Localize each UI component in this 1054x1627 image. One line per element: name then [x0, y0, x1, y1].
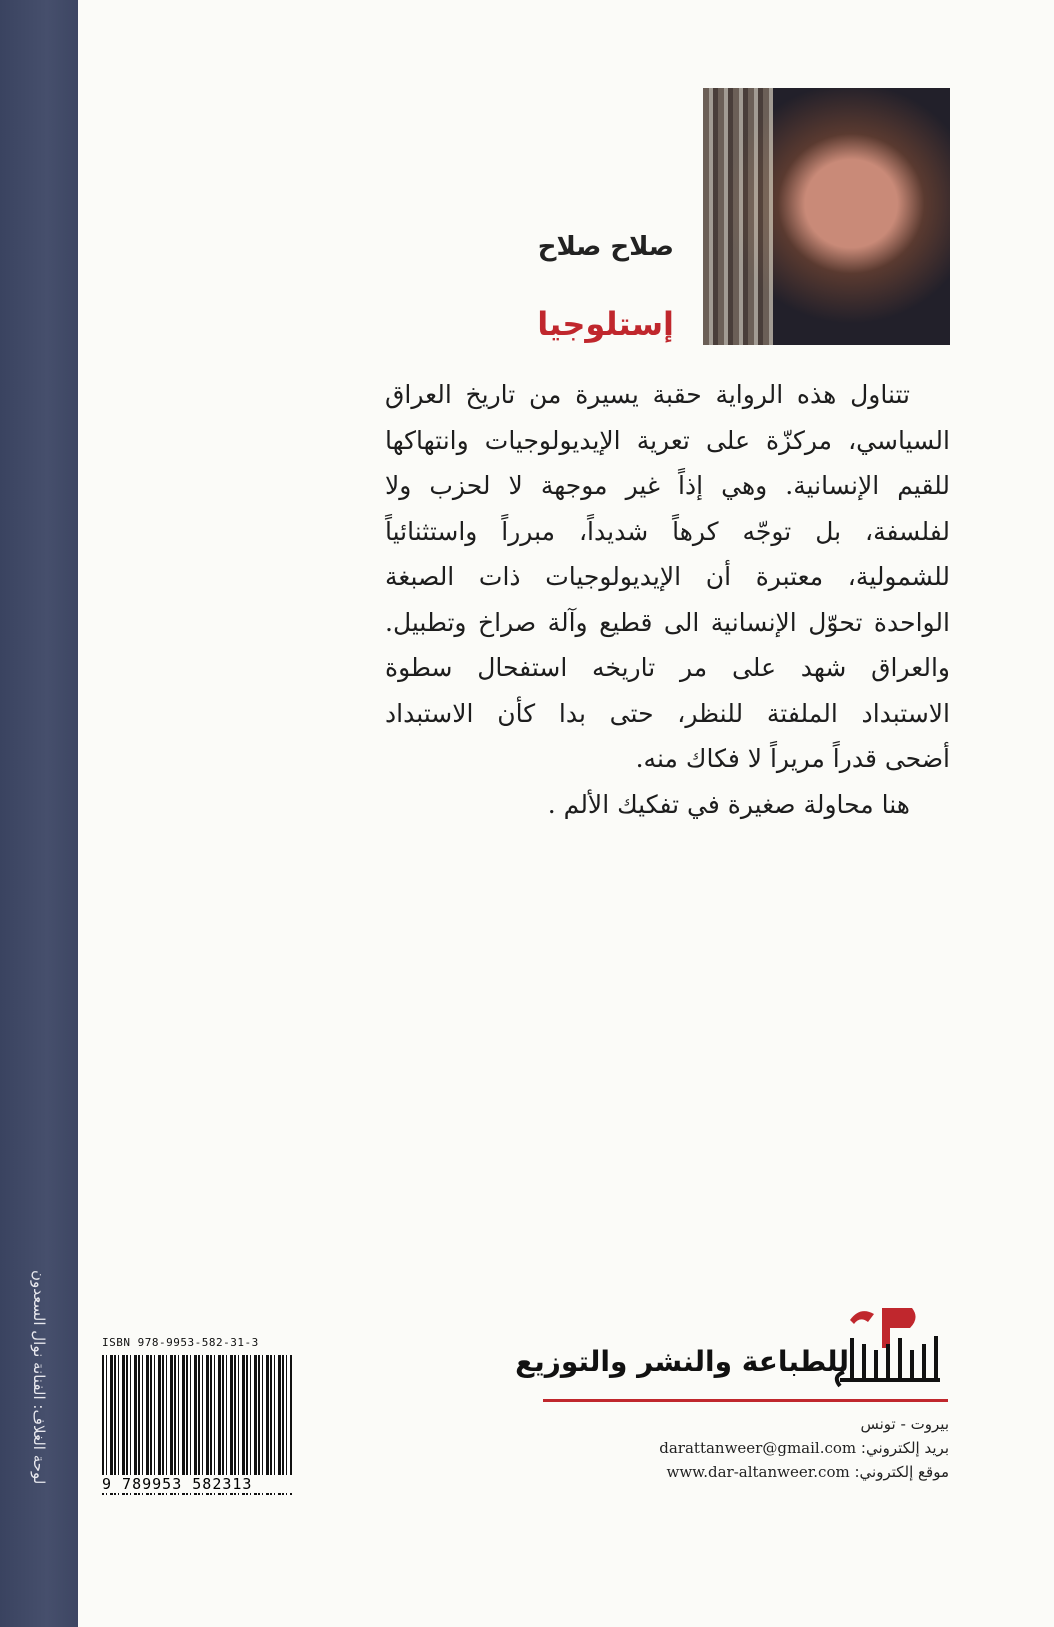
blurb-line: الواحدة تحوّل الإنسانية الى قطيع وآلة صراخ وتطبيل. — [385, 607, 950, 637]
divider — [543, 1399, 948, 1402]
barcode-digits: 9 789953 582313 — [102, 1475, 292, 1493]
blurb-line: أضحى قدراً مريراً لا فكاك منه. — [635, 744, 950, 773]
publisher-name: للطباعة والنشر والتوزيع — [515, 1345, 849, 1378]
isbn-number: ISBN 978-9953-582-31-3 — [102, 1336, 259, 1349]
website-label: موقع إلكتروني: — [854, 1463, 949, 1481]
barcode-bars — [102, 1355, 292, 1495]
blurb-line: الاستبداد الملفتة للنظر، حتى بدا كأن الاستبداد — [385, 698, 950, 728]
blurb-line: للقيم الإنسانية. وهي إذاً غير موجهة لا لحزب ولا — [385, 471, 950, 500]
blurb-line: والعراق شهد على مر تاريخه استفحال سطوة — [385, 653, 950, 682]
blurb-line: تتناول هذه الرواية حقبة يسيرة من تاريخ العراق — [385, 380, 910, 409]
book-spine — [0, 0, 78, 1627]
blurb-line: هنا محاولة صغيرة في تفكيك الألم . — [547, 789, 910, 819]
author-name: صلاح صلاح — [537, 232, 674, 262]
website-url[interactable]: www.dar-altanweer.com — [666, 1463, 850, 1481]
email-label: بريد إلكتروني: — [860, 1439, 949, 1457]
blurb-line: لفلسفة، بل توجّه كرهاً شديداً، مبرراً واستثنائياً — [385, 516, 950, 546]
email-address[interactable]: darattanweer@gmail.com — [659, 1439, 857, 1457]
blurb-text — [385, 372, 950, 827]
book-title: إستلوجيا — [537, 305, 674, 343]
blurb-line: السياسي، مركزّة على تعرية الإيديولوجيات وانتهاكها — [385, 425, 950, 455]
author-photo — [703, 88, 950, 345]
publisher-contact — [659, 1412, 949, 1484]
publisher-cities: بيروت - تونس — [860, 1415, 949, 1433]
cover-art-credit: لوحة الغلاف: الفنانة نوال السعدون — [30, 1270, 48, 1485]
blurb-line: للشمولية، معتبرة أن الإيديولوجيات ذات الصبغة — [385, 562, 950, 591]
barcode — [102, 1336, 292, 1493]
